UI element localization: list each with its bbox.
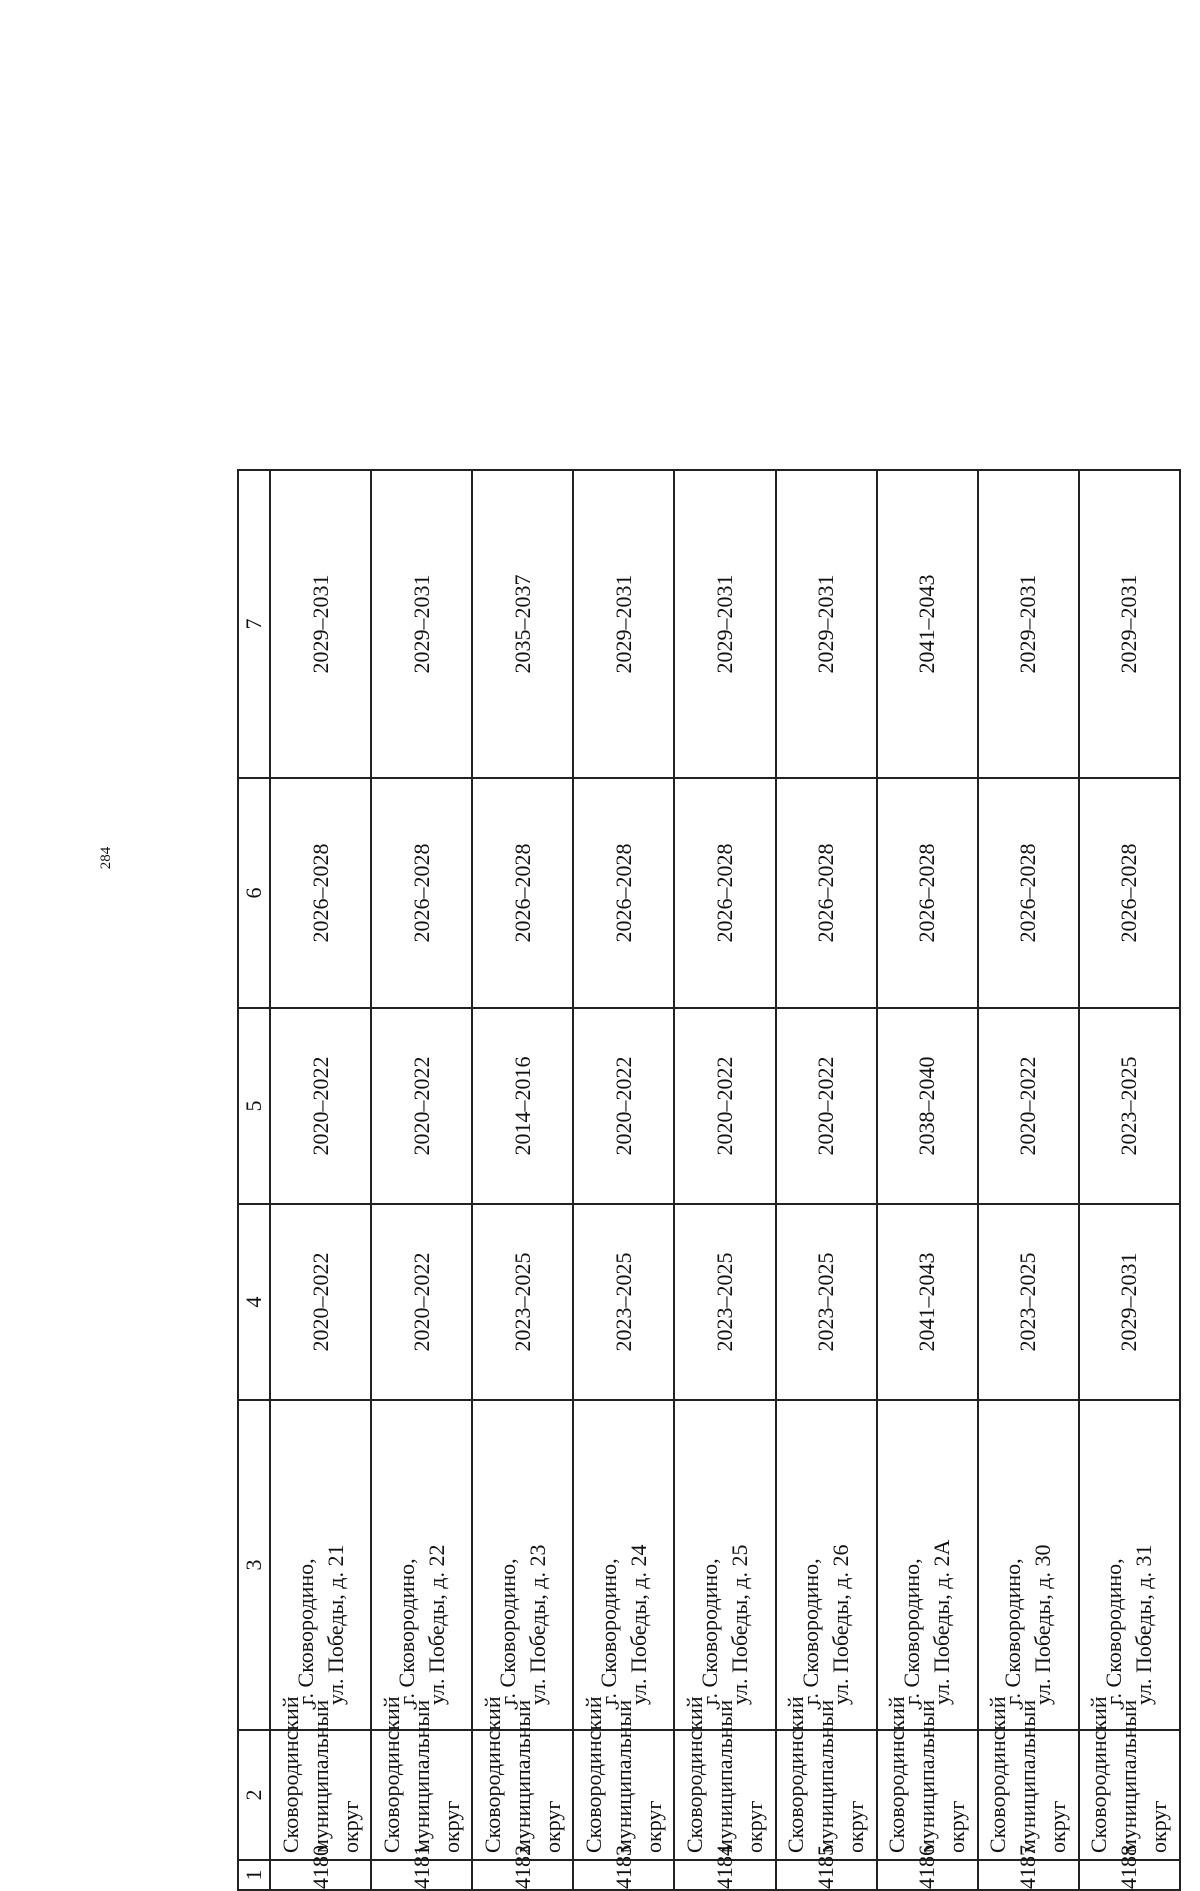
address-city: г. Сковородино, bbox=[393, 1557, 419, 1705]
address-cell bbox=[270, 1400, 371, 1730]
period-col5: 2020–2022 bbox=[573, 1008, 674, 1204]
address-street: ул. Победы, д. 23 bbox=[524, 1544, 550, 1705]
district-cell: Сковородинский муниципальный округ bbox=[371, 1730, 472, 1860]
period-col5: 2014–2016 bbox=[472, 1008, 573, 1204]
column-header-7: 7 bbox=[238, 470, 270, 778]
address-city: г. Сковородино, bbox=[1100, 1557, 1126, 1705]
period-col5: 2020–2022 bbox=[270, 1008, 371, 1204]
address-city: г. Сковородино, bbox=[696, 1557, 722, 1705]
address-cell bbox=[876, 1400, 977, 1730]
column-header-1: 1 bbox=[238, 1860, 270, 1890]
period-col4: 2023–2025 bbox=[573, 1204, 674, 1400]
data-table bbox=[237, 469, 1181, 1891]
column-header-4: 4 bbox=[238, 1204, 270, 1400]
period-col6: 2026–2028 bbox=[674, 778, 775, 1008]
period-col6: 2026–2028 bbox=[472, 778, 573, 1008]
column-header-3: 3 bbox=[238, 1400, 270, 1730]
period-col7: 2029–2031 bbox=[371, 470, 472, 778]
period-col6: 2026–2028 bbox=[1078, 778, 1179, 1008]
period-col6: 2026–2028 bbox=[270, 778, 371, 1008]
address-cell bbox=[674, 1400, 775, 1730]
period-col5: 2020–2022 bbox=[775, 1008, 876, 1204]
address-city: г. Сковородино, bbox=[494, 1557, 520, 1705]
period-col5: 2023–2025 bbox=[1078, 1008, 1179, 1204]
address-cell bbox=[977, 1400, 1078, 1730]
period-col4: 2020–2022 bbox=[270, 1204, 371, 1400]
column-header-5: 5 bbox=[238, 1008, 270, 1204]
address-street: ул. Победы, д. 26 bbox=[827, 1544, 853, 1705]
row-number: 4185 bbox=[775, 1860, 876, 1890]
period-col6: 2026–2028 bbox=[876, 778, 977, 1008]
district-cell: Сковородинский муниципальный округ bbox=[573, 1730, 674, 1860]
period-col4: 2041–2043 bbox=[876, 1204, 977, 1400]
period-col6: 2026–2028 bbox=[977, 778, 1078, 1008]
address-cell bbox=[472, 1400, 573, 1730]
address-street: ул. Победы, д. 22 bbox=[423, 1544, 449, 1705]
row-number: 4183 bbox=[573, 1860, 674, 1890]
period-col7: 2035–2037 bbox=[472, 470, 573, 778]
row-number: 4181 bbox=[371, 1860, 472, 1890]
column-header-2: 2 bbox=[238, 1730, 270, 1860]
period-col5: 2020–2022 bbox=[977, 1008, 1078, 1204]
district-cell: Сковородинский муниципальный округ bbox=[775, 1730, 876, 1860]
page-number: 284 bbox=[98, 846, 114, 870]
table-row bbox=[775, 470, 876, 1890]
period-col7: 2029–2031 bbox=[270, 470, 371, 778]
table-row bbox=[270, 470, 371, 1890]
period-col4: 2023–2025 bbox=[472, 1204, 573, 1400]
table-row bbox=[1078, 470, 1179, 1890]
address-city: г. Сковородино, bbox=[797, 1557, 823, 1705]
district-cell: Сковородинский муниципальный округ bbox=[270, 1730, 371, 1860]
table-row bbox=[977, 470, 1078, 1890]
column-header-6: 6 bbox=[238, 778, 270, 1008]
table-row bbox=[876, 470, 977, 1890]
address-street: ул. Победы, д. 31 bbox=[1130, 1544, 1156, 1705]
period-col7: 2029–2031 bbox=[573, 470, 674, 778]
period-col5: 2038–2040 bbox=[876, 1008, 977, 1204]
address-cell bbox=[573, 1400, 674, 1730]
address-city: г. Сковородино, bbox=[999, 1557, 1025, 1705]
district-cell: Сковородинский муниципальный округ bbox=[977, 1730, 1078, 1860]
period-col5: 2020–2022 bbox=[371, 1008, 472, 1204]
row-number: 4184 bbox=[674, 1860, 775, 1890]
period-col4: 2020–2022 bbox=[371, 1204, 472, 1400]
row-number: 4186 bbox=[876, 1860, 977, 1890]
address-cell bbox=[775, 1400, 876, 1730]
header-row bbox=[238, 470, 270, 1890]
address-city: г. Сковородино, bbox=[595, 1557, 621, 1705]
district-cell: Сковородинский муниципальный округ bbox=[876, 1730, 977, 1860]
address-city: г. Сковородино, bbox=[292, 1557, 318, 1705]
period-col7: 2029–2031 bbox=[775, 470, 876, 778]
period-col4: 2023–2025 bbox=[775, 1204, 876, 1400]
district-cell: Сковородинский муниципальный округ bbox=[674, 1730, 775, 1860]
row-number: 4188 bbox=[1078, 1860, 1179, 1890]
address-cell bbox=[1078, 1400, 1179, 1730]
address-city: г. Сковородино, bbox=[898, 1557, 924, 1705]
district-cell: Сковородинский муниципальный округ bbox=[1078, 1730, 1179, 1860]
table-container bbox=[237, 471, 1181, 1891]
table-row bbox=[573, 470, 674, 1890]
period-col4: 2029–2031 bbox=[1078, 1204, 1179, 1400]
address-street: ул. Победы, д. 2А bbox=[928, 1539, 954, 1705]
table-row bbox=[371, 470, 472, 1890]
table-row bbox=[472, 470, 573, 1890]
period-col6: 2026–2028 bbox=[775, 778, 876, 1008]
period-col7: 2041–2043 bbox=[876, 470, 977, 778]
period-col4: 2023–2025 bbox=[674, 1204, 775, 1400]
period-col7: 2029–2031 bbox=[977, 470, 1078, 778]
row-number: 4187 bbox=[977, 1860, 1078, 1890]
period-col4: 2023–2025 bbox=[977, 1204, 1078, 1400]
period-col7: 2029–2031 bbox=[1078, 470, 1179, 778]
row-number: 4182 bbox=[472, 1860, 573, 1890]
address-street: ул. Победы, д. 24 bbox=[625, 1544, 651, 1705]
table-row bbox=[674, 470, 775, 1890]
address-cell bbox=[371, 1400, 472, 1730]
period-col5: 2020–2022 bbox=[674, 1008, 775, 1204]
address-street: ул. Победы, д. 21 bbox=[322, 1544, 348, 1705]
address-street: ул. Победы, д. 30 bbox=[1029, 1544, 1055, 1705]
address-street: ул. Победы, д. 25 bbox=[726, 1544, 752, 1705]
period-col6: 2026–2028 bbox=[371, 778, 472, 1008]
row-number: 4180 bbox=[270, 1860, 371, 1890]
period-col7: 2029–2031 bbox=[674, 470, 775, 778]
period-col6: 2026–2028 bbox=[573, 778, 674, 1008]
district-cell: Сковородинский муниципальный округ bbox=[472, 1730, 573, 1860]
